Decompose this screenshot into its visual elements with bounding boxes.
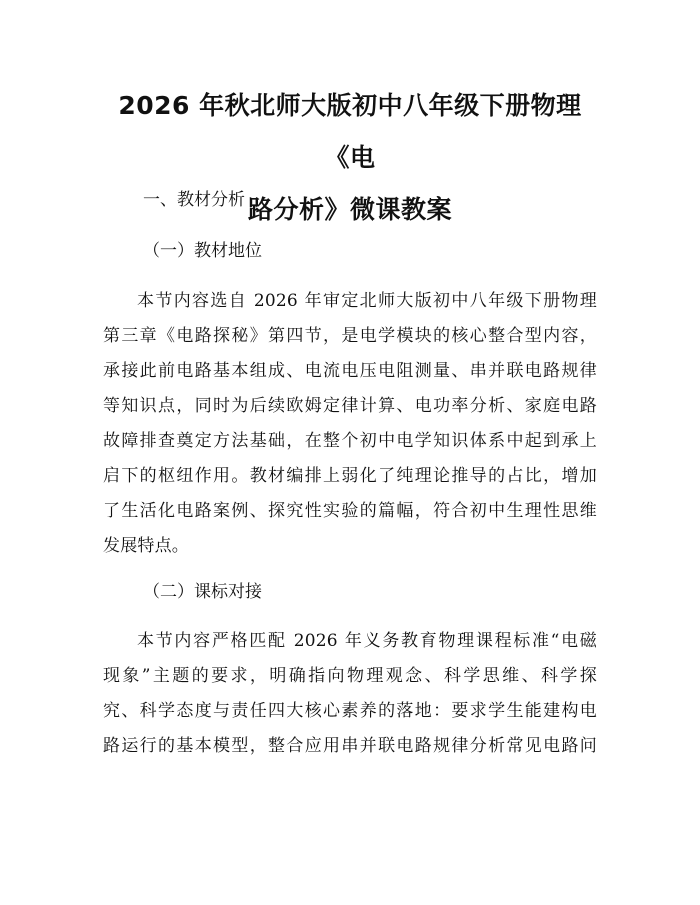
document-title-line: 2026 年秋北师大版初中八年级下册物理《电 — [118, 91, 582, 172]
paragraph-line: 本节内容严格匹配 2026 年义务教育物理课程标准“电磁 — [137, 631, 597, 651]
paragraph-line: 了生活化电路案例、探究性实验的篇幅，符合初中生理性思维 — [103, 501, 597, 521]
paragraph-line: 故障排查奠定方法基础，在整个初中电学知识体系中起到承上 — [103, 431, 597, 451]
document-title-line: 路分析》微课教案 — [247, 195, 452, 224]
paragraph-line: 现象”主题的要求，明确指向物理观念、科学思维、科学探 — [103, 666, 597, 686]
paragraph-line: 究、科学态度与责任四大核心素养的落地：要求学生能建构电 — [103, 701, 597, 721]
paragraph-line: 等知识点，同时为后续欧姆定律计算、电功率分析、家庭电路 — [103, 396, 597, 416]
subsection-heading: （二）课标对接 — [143, 582, 262, 602]
paragraph-line: 承接此前电路基本组成、电流电压电阻测量、串并联电路规律 — [103, 361, 597, 381]
section-heading: 一、教材分析 — [143, 190, 245, 210]
paragraph-curriculum-alignment — [103, 624, 597, 764]
document-title — [100, 80, 600, 236]
paragraph-textbook-position — [103, 284, 597, 564]
paragraph-line: 路运行的基本模型，整合应用串并联电路规律分析常见电路问 — [103, 736, 597, 756]
paragraph-line: 发展特点。 — [103, 536, 189, 556]
paragraph-line: 第三章《电路探秘》第四节，是电学模块的核心整合型内容， — [103, 326, 597, 346]
subsection-heading: （一）教材地位 — [143, 241, 262, 261]
paragraph-line: 启下的枢纽作用。教材编排上弱化了纯理论推导的占比，增加 — [103, 466, 597, 486]
paragraph-line: 本节内容选自 2026 年审定北师大版初中八年级下册物理 — [137, 291, 597, 311]
